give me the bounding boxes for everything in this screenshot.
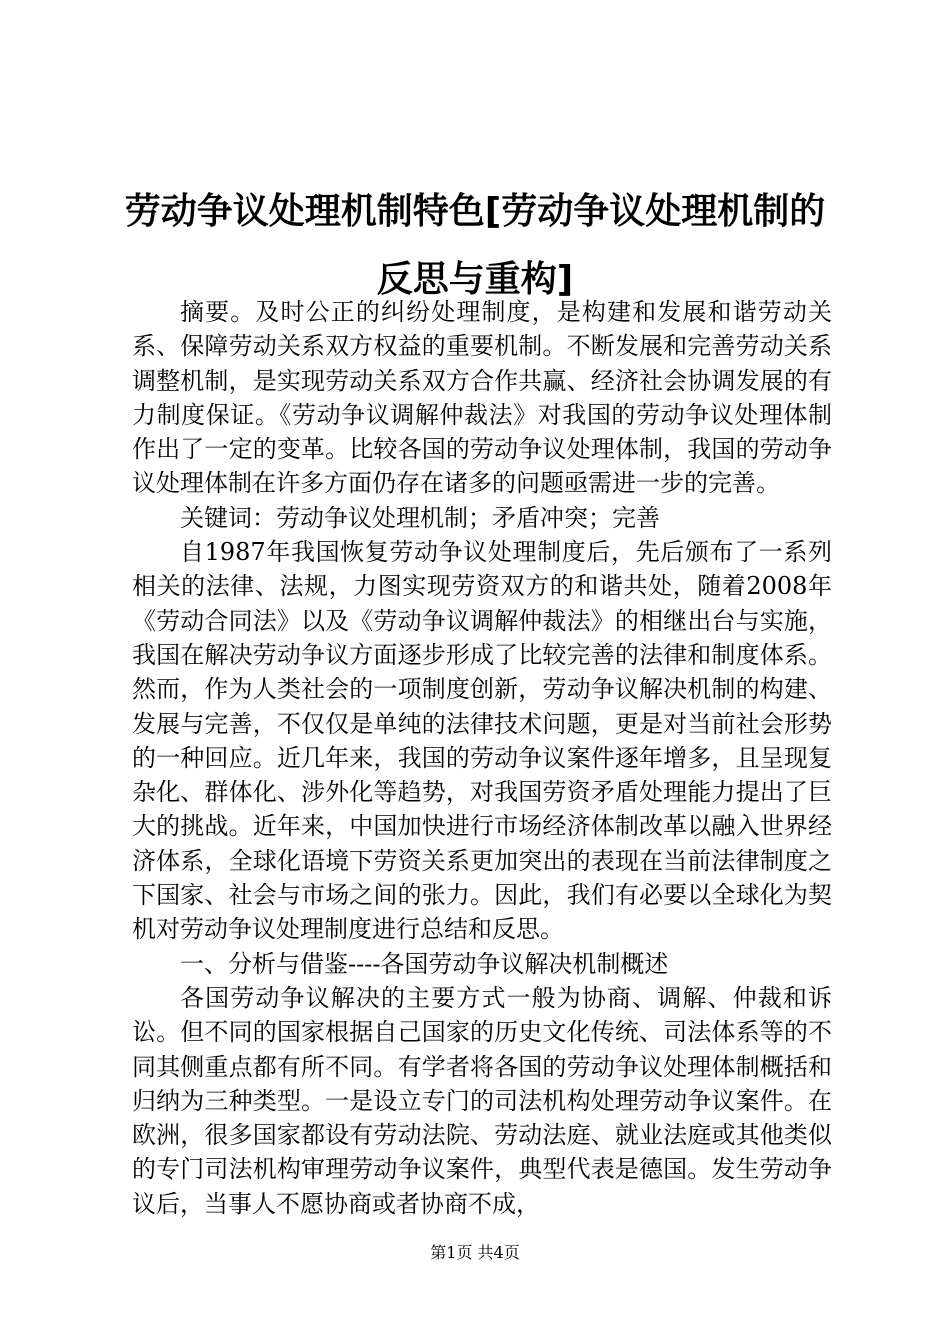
intro-paragraph: 自1987年我国恢复劳动争议处理制度后，先后颁布了一系列相关的法律、法规，力图实现劳资双方的和谐共处，随着2008年《劳动合同法》以及《劳动争议调解仲裁法》的相继出台与实施，我国在解决劳动争议方面逐步形成了比较完善的法律和制度体系。然而，作为人类社会的一项制度创新，劳动争议解决机制的构建、发展与完善，不仅仅是单纯的法律技术问题，更是对当前社会形势的一种回应。近几年来，我国的劳动争议案件逐年增多，且呈现复杂化、群体化、涉外化等趋势，对我国劳资矛盾处理能力提出了巨大的挑战。近年来，中国加快进行市场经济体制改革以融入世界经济体系，全球化语境下劳资关系更加突出的表现在当前法律制度之下国家、社会与市场之间的张力。因此，我们有必要以全球化为契机对劳动争议处理制度进行总结和反思。 [132, 538, 832, 944]
keywords-paragraph: 关键词：劳动争议处理机制；矛盾冲突；完善 [180, 503, 660, 532]
section-heading: 一、分析与借鉴----各国劳动争议解决机制概述 [180, 949, 669, 978]
title-line-2: 反思与重构] [376, 259, 574, 300]
title-line-1: 劳动争议处理机制特色[劳动争议处理机制的 [124, 191, 826, 232]
document-body [132, 295, 832, 1221]
section-paragraph: 各国劳动争议解决的主要方式一般为协商、调解、仲裁和诉讼。但不同的国家根据自己国家的历史文化传统、司法体系等的不同其侧重点都有所不同。有学者将各国的劳动争议处理体制概括和归纳为三种类型。一是设立专门的司法机构处理劳动争议案件。在欧洲，很多国家都设有劳动法院、劳动法庭、就业法庭或其他类似的专门司法机构审理劳动争议案件，典型代表是德国。发生劳动争议后，当事人不愿协商或者协商不成， [132, 983, 832, 1218]
abstract-paragraph: 摘要。及时公正的纠纷处理制度，是构建和发展和谐劳动关系、保障劳动关系双方权益的重要机制。不断发展和完善劳动关系调整机制，是实现劳动关系双方合作共赢、经济社会协调发展的有力制度保证。《劳动争议调解仲裁法》对我国的劳动争议处理体制作出了一定的变革。比较各国的劳动争议处理体制，我国的劳动争议处理体制在许多方面仍存在诸多的问题亟需进一步的完善。 [132, 298, 832, 498]
page-footer: 第1页 共4页 [430, 1243, 520, 1262]
document-title [120, 178, 830, 314]
